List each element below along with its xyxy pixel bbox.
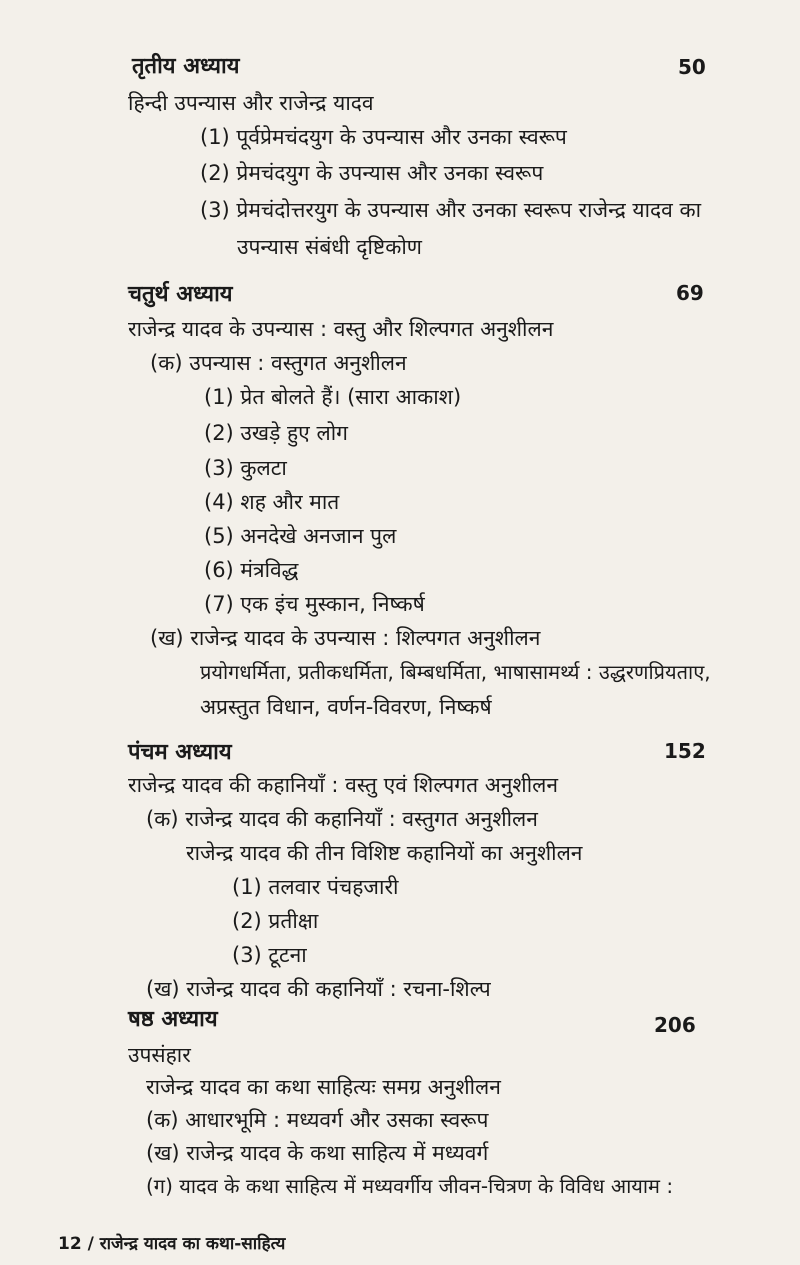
chapter-3-item-3: (3) प्रेमचंदोत्तरयुग के उपन्यास और उनका स्वरूप राजेन्द्र यादव का (200, 198, 702, 222)
chapter-3-page: 50 (678, 55, 706, 79)
chapter-3-item-1: (1) पूर्वप्रेमचंदयुग के उपन्यास और उनका स्वरूप (200, 125, 567, 149)
chapter-6-line: राजेन्द्र यादव का कथा साहित्यः समग्र अनुशीलन (146, 1075, 501, 1099)
chapter-4-section-kha: (ख) राजेन्द्र यादव के उपन्यास : शिल्पगत अनुशीलन (150, 626, 541, 650)
chapter-3-title: तृतीय अध्याय (132, 54, 240, 79)
chapter-3-subtitle: हिन्दी उपन्यास और राजेन्द्र यादव (128, 91, 374, 115)
chapter-4-page: 69 (676, 281, 704, 305)
chapter-4-item-4: (4) शह और मात (204, 490, 340, 514)
chapter-3-item-3-cont: उपन्यास संबंधी दृष्टिकोण (237, 235, 422, 259)
page-footer: 12 / राजेन्द्र यादव का कथा-साहित्य (58, 1234, 286, 1254)
chapter-5-ka-line: राजेन्द्र यादव की तीन विशिष्ट कहानियों का अनुशीलन (186, 841, 583, 865)
chapter-4-kha-line-1: प्रयोगधर्मिता, प्रतीकधर्मिता, बिम्बधर्मिता, भाषासामर्थ्य : उद्धरणप्रियताए, (200, 660, 711, 684)
chapter-6-subtitle: उपसंहार (128, 1043, 191, 1067)
chapter-4-item-7: (7) एक इंच मुस्कान, निष्कर्ष (204, 592, 425, 616)
chapter-6-page: 206 (654, 1013, 696, 1037)
chapter-6-item-ga: (ग) यादव के कथा साहित्य में मध्यवर्गीय जीवन-चित्रण के विविध आयाम : (146, 1174, 674, 1198)
chapter-6-title: षष्ठ अध्याय (128, 1007, 218, 1032)
chapter-4-item-2: (2) उखड़े हुए लोग (204, 421, 348, 445)
chapter-5-subtitle: राजेन्द्र यादव की कहानियाँ : वस्तु एवं शिल्पगत अनुशीलन (128, 773, 559, 797)
chapter-4-kha-line-2: अप्रस्तुत विधान, वर्णन-विवरण, निष्कर्ष (200, 695, 492, 719)
chapter-5-item-3: (3) टूटना (232, 943, 307, 967)
chapter-6-item-kha: (ख) राजेन्द्र यादव के कथा साहित्य में मध्यवर्ग (146, 1141, 489, 1165)
chapter-5-item-2: (2) प्रतीक्षा (232, 909, 319, 933)
chapter-4-subtitle: राजेन्द्र यादव के उपन्यास : वस्तु और शिल्पगत अनुशीलन (128, 317, 554, 341)
chapter-5-title: पंचम अध्याय (128, 740, 232, 765)
chapter-5-section-kha: (ख) राजेन्द्र यादव की कहानियाँ : रचना-शिल्प (146, 977, 491, 1001)
chapter-3-item-2: (2) प्रेमचंदयुग के उपन्यास और उनका स्वरूप (200, 161, 544, 185)
chapter-4-item-6: (6) मंत्रविद्ध (204, 558, 299, 582)
chapter-4-item-1: (1) प्रेत बोलते हैं। (सारा आकाश) (204, 385, 462, 409)
chapter-4-title: चतुर्थ अध्याय (128, 282, 233, 307)
chapter-5-section-ka: (क) राजेन्द्र यादव की कहानियाँ : वस्तुगत अनुशीलन (146, 807, 538, 831)
chapter-4-section-ka: (क) उपन्यास : वस्तुगत अनुशीलन (150, 351, 407, 375)
chapter-6-item-ka: (क) आधारभूमि : मध्यवर्ग और उसका स्वरूप (146, 1108, 489, 1132)
chapter-4-item-3: (3) कुलटा (204, 456, 287, 480)
chapter-4-item-5: (5) अनदेखे अनजान पुल (204, 524, 397, 548)
chapter-5-item-1: (1) तलवार पंचहजारी (232, 875, 399, 899)
chapter-5-page: 152 (664, 739, 706, 763)
